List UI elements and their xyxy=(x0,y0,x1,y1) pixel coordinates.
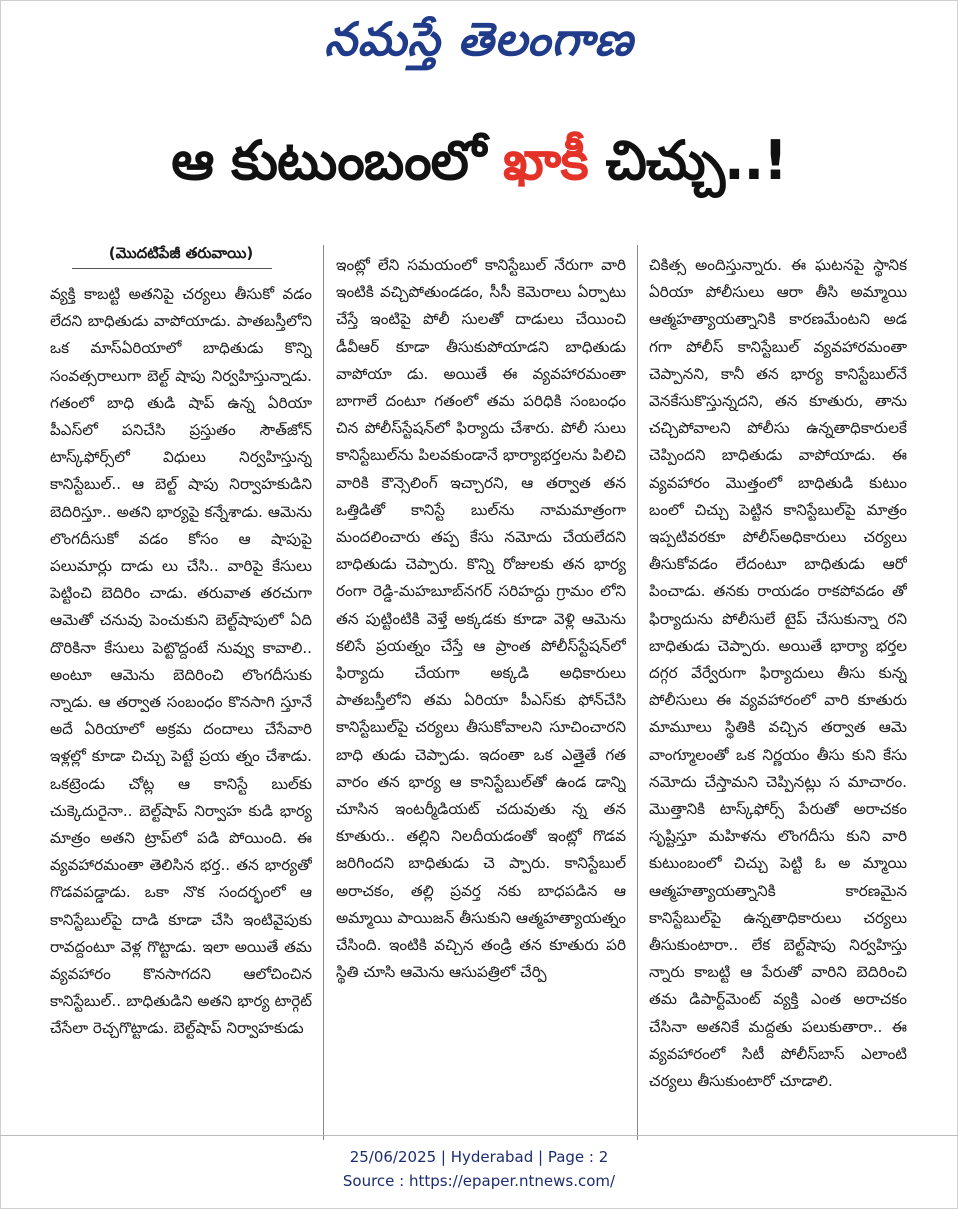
column-1-text: వ్యక్తి కాబట్టి అతనిపై చర్యలు తీసుకో వడం లేదని బాధితుడు వాపోయాడు. పాతబస్తీలోని ఒక మాస్‌ఏరియాలో బాధితుడు కొన్ని సంవత్సరాలుగా బెల్ట్ షాపు నిర్వహిస్తున్నాడు. గతంలో బాధి తుడి షాప్ ఉన్న ఏరియా పీఎస్‌లో పనిచేసి ప్రస్తుతం సౌత్‌జోన్ టాస్క్‌ఫోర్స్‌లో విధులు నిర్వహిస్తున్న కానిస్టేబుల్.. ఆ బెల్ట్ షాపు నిర్వాహకుడిని బెదిరిస్తూ.. అతని భార్యపై కన్నేశాడు. ఆమెను లొంగదీసుకో వడం కోసం ఆ షాపుపై పలుమార్లు దాడు లు చేసి.. వారిపై కేసులు పెట్టించి బెదిరిం చాడు. తరువాత తరచుగా ఆమెతో చనువు పెంచుకుని బెల్ట్‌షాపులో ఏది దొరికినా కేసులు పెట్టొద్దంటే నువ్వు కావాలి.. అంటూ ఆమెను బెదిరించి లొంగదీసుకు న్నాడు. ఆ తర్వాత సంబంధం కొనసాగి స్తూనే అదే ఏరియాలో అక్రమ దందాలు చేసేవారి ఇళ్లల్లో కూడా చిచ్చు పెట్టే ప్రయ త్నం చేశాడు. ఒకట్రెండు చోట్ల ఆ కానిస్టే బుల్‌కు చుక్కెదురైనా.. బెల్ట్‌షాప్ నిర్వాహ కుడి భార్య మాత్రం అతని ట్రాప్‌లో పడి పోయింది. ఈ వ్యవహారమంతా తెలిసిన భర్త.. తన భార్యతో గొడవపడ్డాడు. ఒకా నొక సందర్భంలో ఆ కానిస్టేబుల్‌పై దాడి కూడా చేసి ఇంటివైపుకు రావద్దంటూ వెళ్ల గొట్టాడు. ఇలా అయితే తమ వ్యవహారం కొనసాగదని ఆలోచించిన కానిస్టేబుల్.. బాధితుడిని అతని భార్య టార్గెట్ చేసేలా రెచ్చగొట్టాడు. బెల్ట్‌షాప్ నిర్వాహకుడు xyxy=(50,285,312,1038)
continuation-kicker: (మొదటిపేజీ తరువాయి) xyxy=(108,244,254,262)
headline-part1: ఆ కుటుంబంలో xyxy=(171,129,503,192)
headline-highlight: ఖాకీ xyxy=(502,129,588,192)
headline-part3: చిచ్చు..! xyxy=(587,129,787,192)
kicker-underline xyxy=(72,268,272,269)
newspaper-masthead: నమస్తే తెలంగాణ xyxy=(324,12,634,66)
article-column-1 xyxy=(50,240,312,1120)
article-column-3: చికిత్స అందిస్తున్నారు. ఈ ఘటనపై స్థానిక ఏరియా పోలీసులు ఆరా తీసి అమ్మాయి ఆత్మహత్యాయత్నానికి కారణమేంటని అడ గగా పోలీస్ కానిస్టేబుల్ వ్యవహారమంతా చెప్పానని, కానీ తన భార్య కానిస్టేబుల్‌నే వెనకేసుకొస్తున్నదని, తన కూతురు, తాను చచ్చిపోవాలని పోలీసు ఉన్నతాధికారులకే చెప్పిందని బాధితుడు వాపోయాడు. ఈ వ్యవహారం మొత్తంలో బాధితుడి కుటుం బంలో చిచ్చు పెట్టిన కానిస్టేబుల్‌పై మాత్రం ఇప్పటివరకూ పోలీస్‌అధికారులు చర్యలు తీసుకోవడం లేదంటూ బాధితుడు ఆరో పించాడు. తనకు రాయడం రాకపోవడం తో ఫిర్యాదును పోలీసులే టైప్ చేసుకున్నా రని బాధితుడు చెప్పారు. అయితే భార్యా భర్తల దగ్గర వేర్వేరుగా ఫిర్యాదులు తీసు కున్న పోలీసులు ఈ వ్యవహారంలో వారి కూతురు మామూలు స్థితికి వచ్చిన తర్వాత ఆమె వాంగ్మూలంతో ఒక నిర్ణయం తీసు కుని కేసు నమోదు చేస్తామని చెప్పినట్లు స మాచారం. మొత్తానికి టాస్క్‌ఫోర్స్ పేరుతో అరాచకం సృష్టిస్తూ మహిళను లొంగదీసు కుని వారి కుటుంబంలో చిచ్చు పెట్టి ఓ అ మ్మాయి ఆత్మహత్యాయత్నానికి కారణమైన కానిస్టేబుల్‌పై ఉన్నతాధికారులు చర్యలు తీసుకుంటారా.. లేక బెల్ట్‌షాపు నిర్వహిస్తు న్నారు కాబట్టి ఆ పేరుతో వారిని బెదిరించి తమ డిపార్ట్‌మెంట్ వ్యక్తి ఎంత అరాచకం చేసినా అతనికే మద్దతు పలుకుతారా.. ఈ వ్యవహారంలో సిటీ పోలీస్‌బాస్ ఎలాంటి చర్యలు తీసుకుంటారో చూడాలి. xyxy=(649,256,907,1091)
footer-divider xyxy=(0,1135,958,1136)
footer-date-page: 25/06/2025 | Hyderabad | Page : 2 xyxy=(349,1148,609,1166)
column-divider-2 xyxy=(637,245,638,1140)
article-column-2: ఇంట్లో లేని సమయంలో కానిస్టేబుల్ నేరుగా వారి ఇంటికి వచ్చిపోతుండడం, సీసీ కెమెరాలు ఏర్పాటు చేస్తే ఇంటిపై పోలీ సులతో దాడులు చేయించి డీవీఆర్ కూడా తీసుకుపోయాడని బాధితుడు వాపోయా డు. అయితే ఈ వ్యవహారమంతా బాగాలే దంటూ గతంలో తమ పరిధికి సంబంధం చిన పోలీస్‌స్టేషన్‌లో ఫిర్యాదు చేశారు. పోలీ సులు కానిస్టేబుల్‌ను పిలవకుండానే భార్యాభర్తలను పిలిచి వారికి కౌన్సెలింగ్ ఇచ్చారని, ఆ తర్వాత తన ఒత్తిడితో కానిస్టే బుల్‌ను నామమాత్రంగా మందలించారు తప్ప కేసు నమోదు చేయలేదని బాధితుడు చెప్పారు. కొన్ని రోజులకు తన భార్య రంగా రెడ్డి-మహబూబ్‌నగర్ సరిహద్దు గ్రామం లోని తన పుట్టింటికి వెళ్తే అక్కడకు కూడా వెళ్లి ఆమెను కలిసే ప్రయత్నం చేస్తే ఆ ప్రాంత పోలీస్‌స్టేషన్‌లో ఫిర్యాదు చేయగా అక్కడి అధికారులు పాతబస్తీలోని తమ ఏరియా పీఎస్‌కు ఫోన్‌చేసి కానిస్టేబుల్‌పై చర్యలు తీసుకోవాలని సూచించారని బాధి తుడు చెప్పాడు. ఇదంతా ఒక ఎత్తైతే గత వారం తన భార్య ఆ కానిస్టేబుల్‌తో ఉండ డాన్ని చూసిన ఇంటర్మీడియట్ చదువుతు న్న తన కూతురు.. తల్లిని నిలదీయడంతో ఇంట్లో గొడవ జరిగిందని బాధితుడు చె ప్పారు. కానిస్టేబుల్ అరాచకం, తల్లి ప్రవర్త నకు బాధపడిన ఆ అమ్మాయి పాయిజన్ తీసుకుని ఆత్మహత్యాయత్నం చేసింది. ఇంటికి వచ్చిన తండ్రి తన కూతురు పరి స్థితి చూసి ఆమెను ఆసుపత్రిలో చేర్పి xyxy=(336,256,626,982)
column-divider-1 xyxy=(323,245,324,1140)
article-headline xyxy=(0,118,958,204)
footer-source-link[interactable]: Source : https://epaper.ntnews.com/ xyxy=(342,1172,616,1190)
